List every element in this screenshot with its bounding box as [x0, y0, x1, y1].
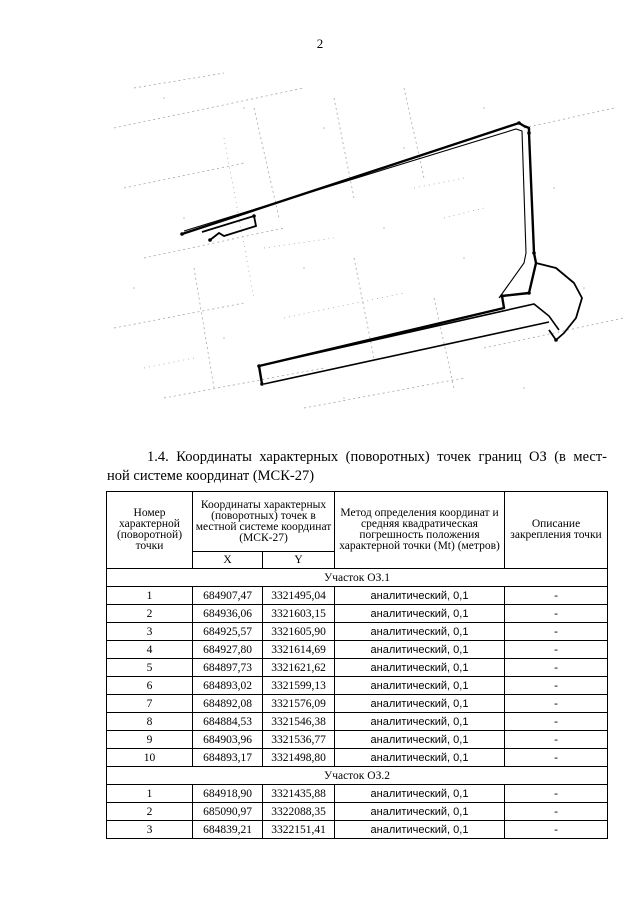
cell-x: 684927,80 [193, 641, 263, 659]
cell-description: - [505, 749, 608, 767]
table-row [107, 821, 608, 839]
cell-point-number: 9 [107, 731, 193, 749]
cell-description: - [505, 731, 608, 749]
cell-method: аналитический, 0,1 [335, 659, 505, 677]
background-dots [133, 97, 585, 399]
header-y: Y [263, 552, 335, 569]
header-coordinates: Координаты характерных (поворотных) точек в местной системе координат (МСК-27) [193, 492, 335, 552]
cell-method: аналитический, 0,1 [335, 803, 505, 821]
cell-description: - [505, 659, 608, 677]
cell-method: аналитический, 0,1 [335, 731, 505, 749]
cell-point-number: 2 [107, 605, 193, 623]
table-row [107, 749, 608, 767]
boundary-inner-line [184, 129, 526, 298]
boundary-polygon [182, 123, 536, 384]
cell-y: 3321576,09 [263, 695, 335, 713]
cell-x: 684893,17 [193, 749, 263, 767]
cell-method: аналитический, 0,1 [335, 623, 505, 641]
cell-x: 685090,97 [193, 803, 263, 821]
header-method: Метод определения координат и средняя квадратическая погрешность положения характерной точки (Mt) (метров) [335, 492, 505, 569]
cell-description: - [505, 623, 608, 641]
boundary-bottom-strip [259, 304, 559, 384]
table-row [107, 623, 608, 641]
cell-x: 684893,02 [193, 677, 263, 695]
cell-x: 684925,57 [193, 623, 263, 641]
cell-description: - [505, 785, 608, 803]
table-row [107, 695, 608, 713]
cell-method: аналитический, 0,1 [335, 821, 505, 839]
cell-method: аналитический, 0,1 [335, 677, 505, 695]
cell-point-number: 6 [107, 677, 193, 695]
cell-y: 3321546,38 [263, 713, 335, 731]
header-x: X [193, 552, 263, 569]
boundary-vertices [180, 121, 558, 386]
cell-x: 684918,90 [193, 785, 263, 803]
table-row [107, 605, 608, 623]
background-streets [114, 73, 624, 408]
cell-point-number: 3 [107, 821, 193, 839]
table-header [107, 492, 608, 569]
cell-x: 684903,96 [193, 731, 263, 749]
cell-point-number: 7 [107, 695, 193, 713]
cell-description: - [505, 695, 608, 713]
cell-point-number: 8 [107, 713, 193, 731]
table-row [107, 803, 608, 821]
table-row [107, 641, 608, 659]
section-title: Участок ОЗ.2 [107, 767, 608, 785]
section-heading-line-2: ной системе координат (МСК-27) [107, 468, 315, 484]
cell-y: 3322151,41 [263, 821, 335, 839]
cell-method: аналитический, 0,1 [335, 713, 505, 731]
coordinates-table [106, 491, 608, 839]
cell-description: - [505, 713, 608, 731]
cell-x: 684897,73 [193, 659, 263, 677]
cell-y: 3321605,90 [263, 623, 335, 641]
cell-description: - [505, 587, 608, 605]
cell-point-number: 10 [107, 749, 193, 767]
cell-x: 684936,06 [193, 605, 263, 623]
cell-y: 3321614,69 [263, 641, 335, 659]
header-description: Описание закрепления точки [505, 492, 608, 569]
cell-y: 3322088,35 [263, 803, 335, 821]
cell-description: - [505, 821, 608, 839]
cell-y: 3321599,13 [263, 677, 335, 695]
section-heading-line-1: 1.4. Координаты характерных (поворотных) точек границ ОЗ (в мест- [147, 449, 607, 465]
section-title: Участок ОЗ.1 [107, 569, 608, 587]
cell-point-number: 5 [107, 659, 193, 677]
cell-point-number: 2 [107, 803, 193, 821]
cell-x: 684839,21 [193, 821, 263, 839]
cell-method: аналитический, 0,1 [335, 749, 505, 767]
cell-method: аналитический, 0,1 [335, 695, 505, 713]
table-row [107, 713, 608, 731]
cell-x: 684884,53 [193, 713, 263, 731]
site-boundary-map [104, 68, 624, 438]
cell-y: 3321621,62 [263, 659, 335, 677]
table-row [107, 587, 608, 605]
cell-description: - [505, 641, 608, 659]
table-row [107, 677, 608, 695]
table-body [107, 569, 608, 839]
cell-description: - [505, 677, 608, 695]
table-row [107, 659, 608, 677]
cell-point-number: 1 [107, 785, 193, 803]
section-heading [107, 448, 607, 486]
header-point-number: Номер характерной (поворотной) точки [107, 492, 193, 569]
cell-x: 684907,47 [193, 587, 263, 605]
cell-method: аналитический, 0,1 [335, 587, 505, 605]
cell-point-number: 4 [107, 641, 193, 659]
cell-y: 3321498,80 [263, 749, 335, 767]
cell-method: аналитический, 0,1 [335, 605, 505, 623]
cell-description: - [505, 605, 608, 623]
table-row [107, 731, 608, 749]
cell-description: - [505, 803, 608, 821]
cell-y: 3321603,15 [263, 605, 335, 623]
cell-x: 684892,08 [193, 695, 263, 713]
section-row [107, 767, 608, 785]
cell-y: 3321536,77 [263, 731, 335, 749]
section-row [107, 569, 608, 587]
cell-method: аналитический, 0,1 [335, 785, 505, 803]
table-row [107, 785, 608, 803]
boundary-east-arc [536, 263, 582, 340]
cell-y: 3321495,04 [263, 587, 335, 605]
boundary-plan-image [104, 68, 624, 438]
page-number: 2 [316, 36, 324, 51]
cell-point-number: 3 [107, 623, 193, 641]
cell-y: 3321435,88 [263, 785, 335, 803]
cell-point-number: 1 [107, 587, 193, 605]
cell-method: аналитический, 0,1 [335, 641, 505, 659]
